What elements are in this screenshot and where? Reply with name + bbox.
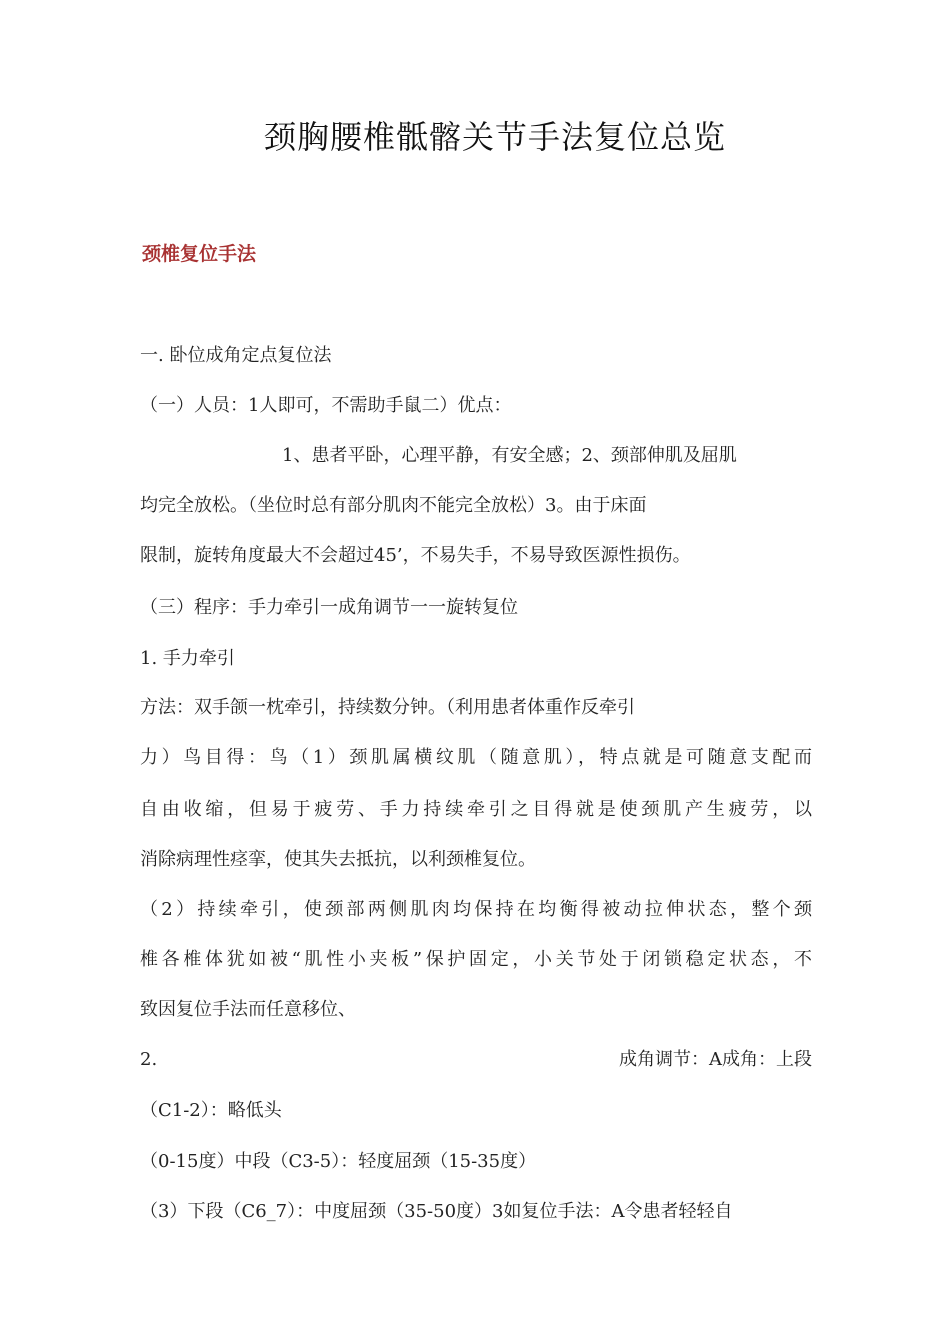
paragraph-line: 1、患者平卧，心理平静，有安全感；2、颈部伸肌及屈肌 — [282, 445, 737, 466]
paragraph-line: 自由收缩，但易于疲劳、手力持续牵引之目得就是使颈肌产生疲劳，以 — [140, 799, 812, 820]
paragraph-line: 致因复位手法而任意移位、 — [140, 999, 356, 1020]
split-line-left: 2. — [140, 1049, 158, 1070]
paragraph-line: 1. 手力牵引 — [140, 648, 235, 669]
paragraph-line: （2）持续牵引，使颈部两侧肌肉均保持在均衡得被动拉伸状态，整个颈 — [140, 899, 812, 920]
paragraph-line: 限制，旋转角度最大不会超过45’，不易失手，不易导致医源性损伤。 — [140, 545, 691, 566]
paragraph-line: （一）人员：1人即可，不需助手鼠二）优点： — [140, 395, 512, 416]
paragraph-line: 力）鸟目得：鸟（1）颈肌属横纹肌（随意肌），特点就是可随意支配而 — [140, 747, 812, 768]
paragraph-line: （三）程序：手力牵引一成角调节一一旋转复位 — [140, 597, 518, 618]
section-heading: 颈椎复位手法 — [142, 243, 257, 265]
paragraph-line: （3）下段（C6_7）：中度屈颈（35-50度）3如复位手法：A令患者轻轻自 — [140, 1201, 733, 1222]
paragraph-line: 方法：双手颌一枕牵引，持续数分钟。（利用患者体重作反牵引 — [140, 697, 635, 718]
paragraph-line: （C1-2）：略低头 — [140, 1100, 282, 1121]
paragraph-line: （0-15度）中段（C3-5）：轻度屈颈（15-35度） — [140, 1151, 537, 1172]
split-line-right: 成角调节：A成角：上段 — [619, 1049, 812, 1070]
split-line — [140, 1048, 812, 1072]
paragraph-line: 消除病理性痉挛，使其失去抵抗，以利颈椎复位。 — [140, 849, 536, 870]
paragraph-line: 一. 卧位成角定点复位法 — [140, 345, 332, 366]
paragraph-line: 椎各椎体犹如被“肌性小夹板”保护固定，小关节处于闭锁稳定状态，不 — [140, 949, 812, 970]
paragraph-line: 均完全放松。（坐位时总有部分肌肉不能完全放松）3。由于床面 — [140, 495, 647, 516]
document-title: 颈胸腰椎骶髂关节手法复位总览 — [263, 118, 726, 156]
